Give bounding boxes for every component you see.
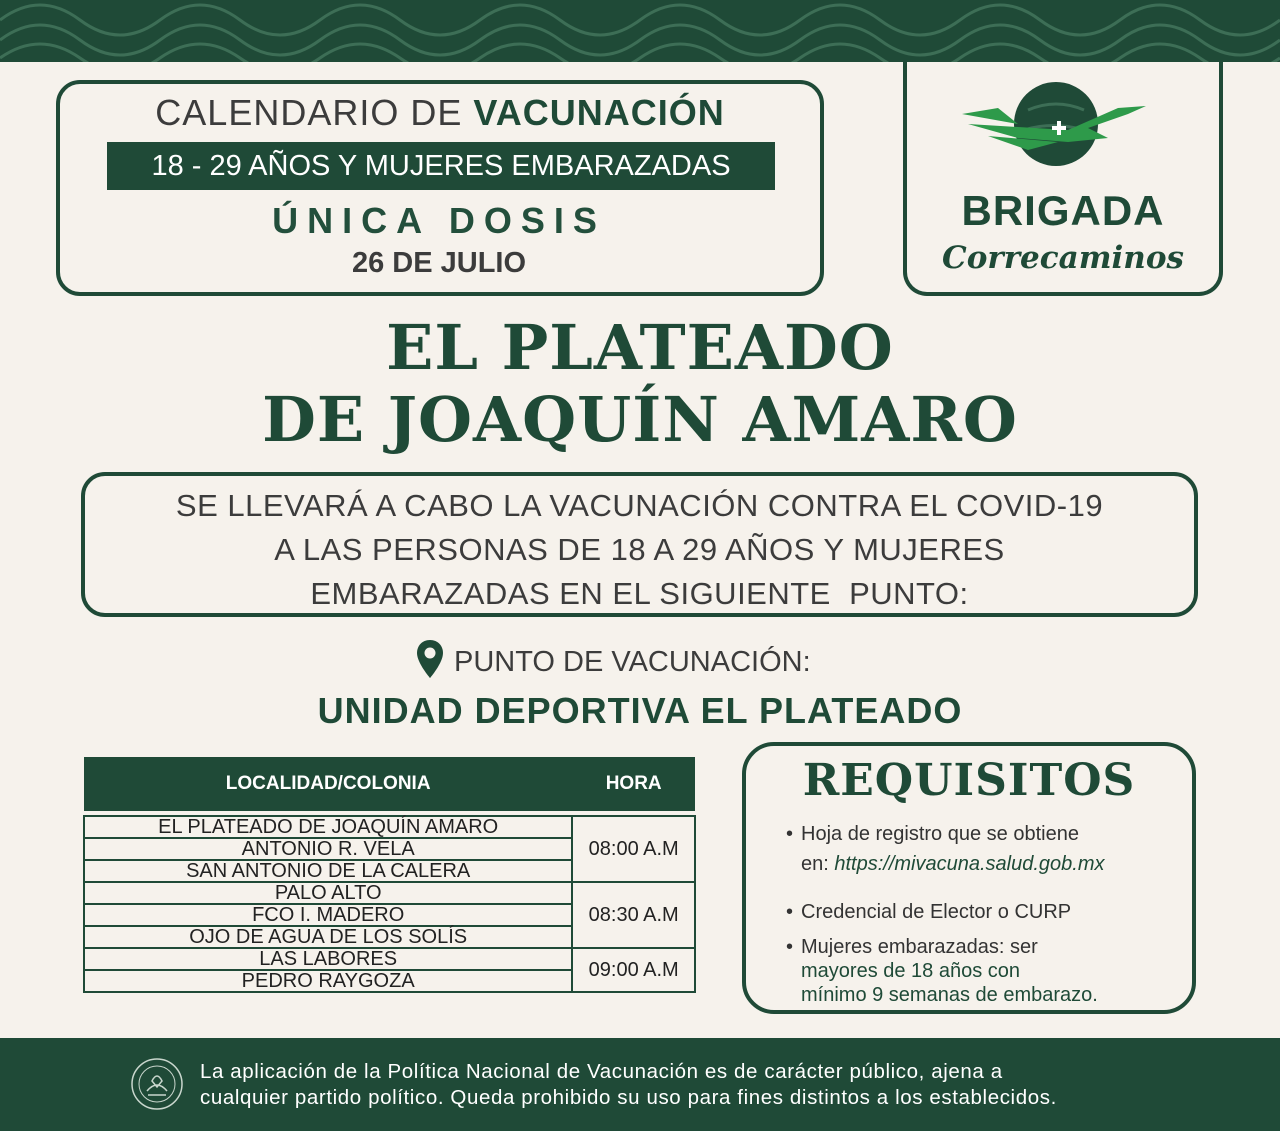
table-row [84, 948, 695, 970]
schedule-header-row [84, 757, 695, 811]
requisito-item-embarazadas [786, 935, 1186, 1007]
requisito-item-credencial [786, 900, 1186, 924]
calendar-title-light: CALENDARIO DE [155, 92, 463, 133]
brand-title: BRIGADA [961, 187, 1165, 234]
requisitos-title: REQUISITOS [802, 755, 1136, 806]
info-line2: A LAS PERSONAS DE 18 A 29 AÑOS Y MUJERES [274, 532, 1005, 567]
localidad-cell: SAN ANTONIO DE LA CALERA [84, 860, 572, 882]
info-line3: EMBARAZADAS EN EL SIGUIENTE PUNTO: [310, 576, 969, 611]
brand-subtitle: Correcaminos [942, 240, 1184, 276]
hora-cell: 09:00 A.M [572, 948, 695, 992]
table-row [84, 882, 695, 904]
requisito-embarazadas-weeks: mínimo 9 semanas de embarazo. [801, 984, 1098, 1006]
requisito-registro-url-line [801, 852, 1186, 876]
dose-label: ÚNICA DOSIS [272, 200, 606, 241]
footer-text [200, 1059, 1260, 1111]
requisito-item-registro [786, 822, 1186, 876]
hora-cell: 08:00 A.M [572, 816, 695, 882]
header-hora: HORA [572, 757, 695, 811]
ornament-pattern [0, 0, 1280, 62]
punto-name: UNIDAD DEPORTIVA EL PLATEADO [317, 690, 963, 731]
map-pin-icon [415, 638, 445, 680]
localidad-cell: LAS LABORES [84, 948, 572, 970]
calendar-title [56, 92, 824, 134]
hora-cell: 08:30 A.M [572, 882, 695, 948]
requisito-embarazadas-age: mayores de 18 años con [801, 960, 1021, 982]
requisito-credencial-text: • Credencial de Elector o CURP [801, 901, 1072, 923]
place-title-line2: DE JOAQUÍN AMARO [262, 383, 1018, 456]
place-title-line1: EL PLATEADO [386, 311, 894, 384]
national-seal-icon [130, 1057, 184, 1111]
roadrunner-logo-icon [958, 80, 1148, 170]
age-group-band: 18 - 29 AÑOS Y MUJERES EMBARAZADAS [107, 142, 775, 190]
info-text [81, 484, 1198, 616]
localidad-cell: ANTONIO R. VELA [84, 838, 572, 860]
localidad-cell: FCO I. MADERO [84, 904, 572, 926]
registration-link[interactable]: https://mivacuna.salud.gob.mx [834, 853, 1105, 875]
place-title [0, 312, 1280, 456]
localidad-cell: EL PLATEADO DE JOAQUÍN AMARO [84, 816, 572, 838]
localidad-cell: PEDRO RAYGOZA [84, 970, 572, 992]
localidad-cell: PALO ALTO [84, 882, 572, 904]
date-label: 26 DE JULIO [351, 247, 527, 279]
header-localidad: LOCALIDAD/COLONIA [84, 757, 572, 811]
requisito-registro-prefix: en: [801, 853, 835, 875]
requisito-embarazadas-text: • Mujeres embarazadas: ser [801, 936, 1038, 958]
punto-label: PUNTO DE VACUNACIÓN: [454, 646, 811, 678]
schedule-table [83, 757, 696, 993]
info-line1: SE LLEVARÁ A CABO LA VACUNACIÓN CONTRA EL COVID-19 [175, 488, 1104, 523]
requisito-registro-text: • Hoja de registro que se obtiene [801, 823, 1079, 845]
footer-line1: La aplicación de la Política Nacional de Vacunación es de carácter público, ajena a [200, 1060, 1003, 1083]
calendar-title-bold: VACUNACIÓN [473, 92, 725, 133]
localidad-cell: OJO DE AGUA DE LOS SOLÍS [84, 926, 572, 948]
requisitos-list [786, 822, 1186, 1007]
footer-line2: cualquier partido político. Queda prohibido su uso para fines distintos a los establecidos. [200, 1086, 1057, 1109]
decorative-top-band [0, 0, 1280, 62]
table-row [84, 816, 695, 838]
